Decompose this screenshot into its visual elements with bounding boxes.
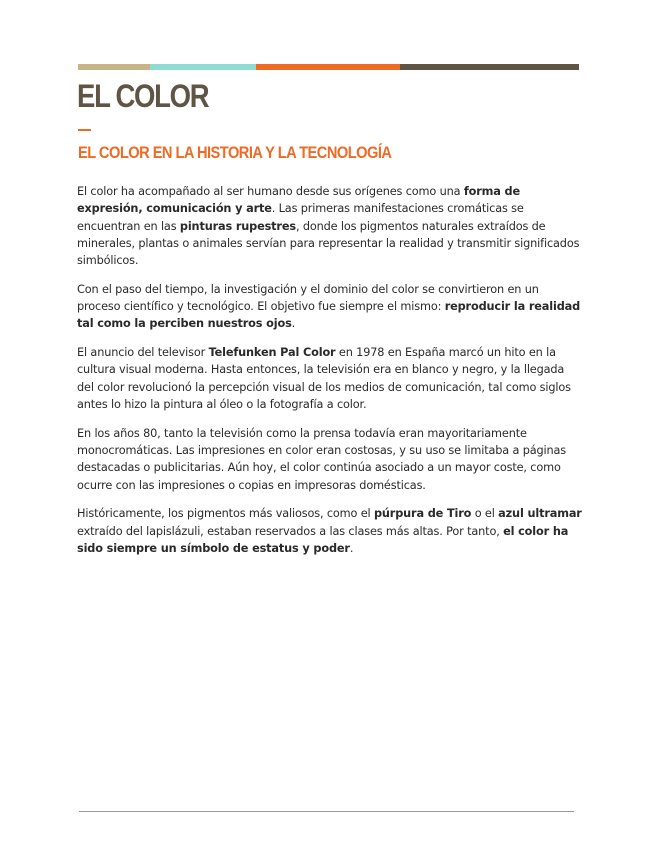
text-run: . [349,541,354,555]
text-run: Históricamente, los pigmentos más valiosos, como el [77,507,374,521]
page-title: EL COLOR [77,78,209,114]
title-rule [78,129,91,131]
text-run: El anuncio del televisor [77,346,209,360]
text-run: , donde los pigmentos naturales extraídos de minerales, plantas o animales servían para representar la realidad y transmitir significados simbólicos. [77,219,580,268]
color-stripe-segment-orange [256,64,400,70]
footer-divider [79,811,574,812]
text-run: en 1978 en España marcó un hito en la cultura visual moderna. Hasta entonces, la televisión era en blanco y negro, y la llegada del color revolucionó la percepción visual de los medios de comunicación, tal como siglos antes lo hizo la pintura al óleo o la fotografía a color. [77,346,571,412]
paragraph-pigments [77,505,583,557]
color-stripe-segment-brown [400,64,579,70]
bold-text-run: forma de expresión, comunicación y arte [77,185,520,216]
bold-text-run: el color ha sido siempre un símbolo de estatus y poder [77,524,569,555]
color-stripe-segment-beige [78,64,150,70]
paragraph-science [77,281,583,333]
text-run: . Las primeras manifestaciones cromáticas se encuentran en las [77,202,524,233]
color-stripe [78,64,579,70]
text-run: El color ha acompañado al ser humano desde sus orígenes como una [77,185,464,198]
paragraph-eighties [77,425,583,494]
body-text [77,183,583,569]
section-subtitle: EL COLOR EN LA HISTORIA Y LA TECNOLOGÍA [78,143,392,162]
bold-text-run: Telefunken Pal Color [208,346,336,360]
text-run: Con el paso del tiempo, la investigación y el dominio del color se convirtieron en un proceso científico y tecnológico. El objetivo fue siempre el mismo: [77,282,539,314]
bold-text-run: púrpura de Tiro [373,507,472,521]
text-run: o el [471,507,499,521]
text-run: En los años 80, tanto la televisión como la prensa todavía eran mayoritariamente monocromáticas. Las impresiones en color eran costosas, y su uso se limitaba a páginas destacadas o publicitarias. Aún hoy, el color continúa asociado a un mayor coste, como ocurre con las impresiones o copias en impresoras domésticas. [77,426,567,492]
color-stripe-segment-teal [150,64,256,70]
bold-text-run: reproducir la realidad tal como la perciben nuestros ojos [77,300,581,331]
text-run: . [291,317,296,331]
paragraph-origins [77,183,583,269]
bold-text-run: pinturas rupestres [179,219,296,233]
bold-text-run: azul ultramar [498,507,582,521]
text-run: extraído del lapislázuli, estaban reservados a las clases más altas. Por tanto, [77,524,504,538]
paragraph-television [77,344,583,413]
